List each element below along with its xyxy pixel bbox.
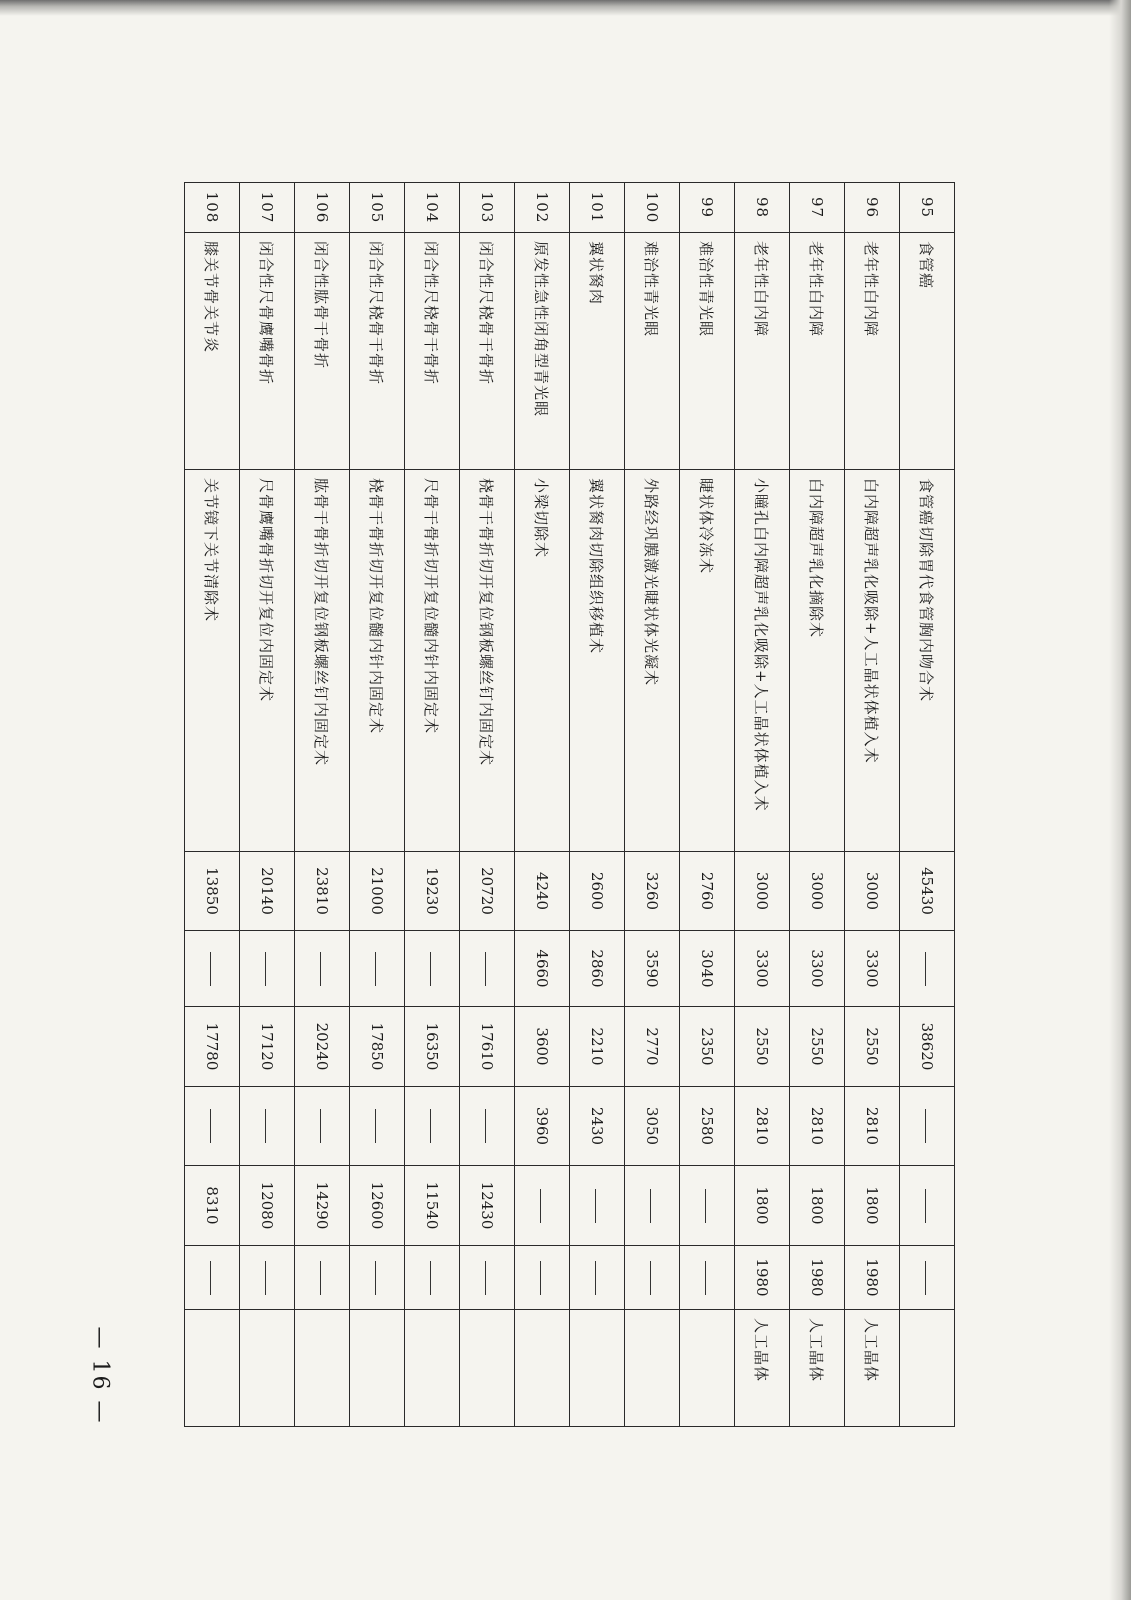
note-cell — [515, 1310, 570, 1427]
dash-mark — [486, 1109, 487, 1143]
note-cell — [900, 1310, 955, 1427]
fee-cell-2: 3300 — [790, 931, 845, 1007]
disease-cell: 闭合性尺桡骨干骨折 — [405, 233, 460, 470]
fee-cell-1: 20140 — [240, 852, 295, 931]
fee-table-body — [185, 183, 955, 1427]
procedure-cell: 桡骨干骨折切开复位钢板螺丝钉内固定术 — [460, 470, 515, 852]
fee-cell-2 — [405, 931, 460, 1007]
table-row — [735, 183, 790, 1427]
fee-table — [184, 182, 955, 1427]
note-cell: 人工晶体 — [790, 1310, 845, 1427]
disease-cell: 难治性青光眼 — [625, 233, 680, 470]
fee-cell-5 — [515, 1166, 570, 1246]
dash-mark — [541, 1189, 542, 1223]
fee-cell-5: 12430 — [460, 1166, 515, 1246]
fee-cell-1: 21000 — [350, 852, 405, 931]
fee-cell-6 — [460, 1246, 515, 1310]
fee-cell-4: 3960 — [515, 1087, 570, 1166]
fee-cell-5 — [625, 1166, 680, 1246]
dash-mark — [266, 1261, 267, 1295]
procedure-cell: 睫状体冷冻术 — [680, 470, 735, 852]
fee-cell-1: 3000 — [735, 852, 790, 931]
procedure-cell: 外路经巩膜激光睫状体光凝术 — [625, 470, 680, 852]
table-row — [460, 183, 515, 1427]
note-cell: 人工晶体 — [735, 1310, 790, 1427]
row-number-cell: 108 — [185, 183, 240, 233]
fee-cell-3: 17780 — [185, 1007, 240, 1087]
dash-mark — [706, 1189, 707, 1223]
fee-cell-2 — [295, 931, 350, 1007]
dash-mark — [651, 1261, 652, 1295]
table-row — [900, 183, 955, 1427]
fee-cell-2: 2860 — [570, 931, 625, 1007]
fee-cell-6 — [240, 1246, 295, 1310]
row-number-cell: 107 — [240, 183, 295, 233]
procedure-cell: 桡骨干骨折切开复位髓内针内固定术 — [350, 470, 405, 852]
row-number-cell: 96 — [845, 183, 900, 233]
fee-cell-5: 8310 — [185, 1166, 240, 1246]
fee-cell-6: 1980 — [735, 1246, 790, 1310]
dash-mark — [321, 952, 322, 986]
disease-cell: 翼状胬肉 — [570, 233, 625, 470]
fee-cell-4: 2430 — [570, 1087, 625, 1166]
fee-cell-3: 38620 — [900, 1007, 955, 1087]
fee-cell-3: 16350 — [405, 1007, 460, 1087]
page-number — [85, 1326, 115, 1424]
note-cell — [350, 1310, 405, 1427]
table-row — [240, 183, 295, 1427]
page-number-label: — 16 — — [87, 1326, 113, 1424]
fee-cell-6 — [900, 1246, 955, 1310]
table-row — [570, 183, 625, 1427]
fee-cell-1: 3260 — [625, 852, 680, 931]
fee-cell-4 — [185, 1087, 240, 1166]
fee-cell-5 — [680, 1166, 735, 1246]
fee-cell-4: 2810 — [735, 1087, 790, 1166]
fee-cell-2 — [900, 931, 955, 1007]
note-cell — [240, 1310, 295, 1427]
procedure-cell: 白内障超声乳化摘除术 — [790, 470, 845, 852]
fee-cell-2: 3590 — [625, 931, 680, 1007]
row-number-cell: 102 — [515, 183, 570, 233]
fee-cell-4 — [350, 1087, 405, 1166]
dash-mark — [926, 1109, 927, 1143]
fee-cell-4: 2810 — [790, 1087, 845, 1166]
fee-cell-1: 13850 — [185, 852, 240, 931]
fee-cell-2: 3300 — [845, 931, 900, 1007]
disease-cell: 膝关节骨关节炎 — [185, 233, 240, 470]
disease-cell: 老年性白内障 — [735, 233, 790, 470]
fee-cell-4: 2810 — [845, 1087, 900, 1166]
fee-cell-6 — [570, 1246, 625, 1310]
fee-cell-6 — [185, 1246, 240, 1310]
fee-cell-1: 2760 — [680, 852, 735, 931]
row-number-cell: 98 — [735, 183, 790, 233]
dash-mark — [651, 1189, 652, 1223]
fee-cell-3: 17850 — [350, 1007, 405, 1087]
fee-cell-5 — [570, 1166, 625, 1246]
fee-table-container — [197, 182, 955, 1426]
fee-cell-2 — [460, 931, 515, 1007]
fee-cell-5: 14290 — [295, 1166, 350, 1246]
row-number-cell: 99 — [680, 183, 735, 233]
table-row — [790, 183, 845, 1427]
disease-cell: 食管癌 — [900, 233, 955, 470]
dash-mark — [321, 1261, 322, 1295]
fee-cell-2 — [350, 931, 405, 1007]
disease-cell: 闭合性尺桡骨干骨折 — [350, 233, 405, 470]
dash-mark — [376, 1261, 377, 1295]
fee-cell-6 — [625, 1246, 680, 1310]
dash-mark — [486, 952, 487, 986]
fee-cell-1: 3000 — [845, 852, 900, 931]
procedure-cell: 尺骨鹰嘴骨折切开复位内固定术 — [240, 470, 295, 852]
note-cell — [405, 1310, 460, 1427]
dash-mark — [706, 1261, 707, 1295]
disease-cell: 闭合性尺桡骨干骨折 — [460, 233, 515, 470]
fee-cell-3: 17120 — [240, 1007, 295, 1087]
dash-mark — [211, 1261, 212, 1295]
fee-cell-3: 2350 — [680, 1007, 735, 1087]
disease-cell: 闭合性尺骨鹰嘴骨折 — [240, 233, 295, 470]
table-row — [405, 183, 460, 1427]
dash-mark — [926, 1261, 927, 1295]
dash-mark — [431, 952, 432, 986]
note-cell: 人工晶体 — [845, 1310, 900, 1427]
procedure-cell: 肱骨干骨折切开复位钢板螺丝钉内固定术 — [295, 470, 350, 852]
fee-cell-2 — [240, 931, 295, 1007]
row-number-cell: 104 — [405, 183, 460, 233]
fee-cell-3: 20240 — [295, 1007, 350, 1087]
fee-cell-6: 1980 — [790, 1246, 845, 1310]
fee-cell-1: 19230 — [405, 852, 460, 931]
dash-mark — [376, 952, 377, 986]
scan-shadow-right — [1109, 0, 1131, 1600]
procedure-cell: 食管癌切除胃代食管胸内吻合术 — [900, 470, 955, 852]
disease-cell: 难治性青光眼 — [680, 233, 735, 470]
note-cell — [625, 1310, 680, 1427]
note-cell — [680, 1310, 735, 1427]
fee-cell-1: 45430 — [900, 852, 955, 931]
fee-cell-6 — [405, 1246, 460, 1310]
fee-cell-4 — [460, 1087, 515, 1166]
fee-cell-1: 4240 — [515, 852, 570, 931]
dash-mark — [266, 1109, 267, 1143]
fee-cell-6: 1980 — [845, 1246, 900, 1310]
procedure-cell: 小瞳孔白内障超声乳化吸除+人工晶状体植入术 — [735, 470, 790, 852]
fee-cell-6 — [515, 1246, 570, 1310]
procedure-cell: 尺骨干骨折切开复位髓内针内固定术 — [405, 470, 460, 852]
fee-cell-3: 2210 — [570, 1007, 625, 1087]
fee-cell-4: 3050 — [625, 1087, 680, 1166]
dash-mark — [926, 1189, 927, 1223]
row-number-cell: 106 — [295, 183, 350, 233]
fee-cell-5: 1800 — [735, 1166, 790, 1246]
note-cell — [460, 1310, 515, 1427]
dash-mark — [211, 1109, 212, 1143]
fee-cell-3: 2550 — [735, 1007, 790, 1087]
row-number-cell: 97 — [790, 183, 845, 233]
procedure-cell: 白内障超声乳化吸除+人工晶状体植入术 — [845, 470, 900, 852]
table-row — [350, 183, 405, 1427]
table-row — [515, 183, 570, 1427]
note-cell — [185, 1310, 240, 1427]
dash-mark — [431, 1109, 432, 1143]
fee-cell-3: 2770 — [625, 1007, 680, 1087]
dash-mark — [376, 1109, 377, 1143]
row-number-cell: 100 — [625, 183, 680, 233]
fee-cell-6 — [680, 1246, 735, 1310]
fee-cell-5: 12600 — [350, 1166, 405, 1246]
fee-cell-1: 2600 — [570, 852, 625, 931]
fee-cell-5: 1800 — [845, 1166, 900, 1246]
fee-cell-5: 11540 — [405, 1166, 460, 1246]
dash-mark — [211, 952, 212, 986]
fee-cell-3: 2550 — [790, 1007, 845, 1087]
row-number-cell: 105 — [350, 183, 405, 233]
row-number-cell: 95 — [900, 183, 955, 233]
fee-cell-3: 3600 — [515, 1007, 570, 1087]
fee-cell-2: 4660 — [515, 931, 570, 1007]
dash-mark — [926, 952, 927, 986]
row-number-cell: 101 — [570, 183, 625, 233]
fee-cell-4 — [295, 1087, 350, 1166]
fee-cell-4 — [900, 1087, 955, 1166]
fee-cell-5: 1800 — [790, 1166, 845, 1246]
dash-mark — [596, 1189, 597, 1223]
dash-mark — [541, 1261, 542, 1295]
scan-shadow-top — [0, 0, 1131, 16]
fee-cell-6 — [295, 1246, 350, 1310]
procedure-cell: 翼状胬肉切除组织移植术 — [570, 470, 625, 852]
fee-cell-1: 23810 — [295, 852, 350, 931]
note-cell — [295, 1310, 350, 1427]
fee-cell-1: 20720 — [460, 852, 515, 931]
fee-cell-5 — [900, 1166, 955, 1246]
fee-cell-2 — [185, 931, 240, 1007]
table-row — [680, 183, 735, 1427]
fee-cell-3: 17610 — [460, 1007, 515, 1087]
disease-cell: 原发性急性闭角型青光眼 — [515, 233, 570, 470]
fee-cell-2: 3040 — [680, 931, 735, 1007]
fee-cell-2: 3300 — [735, 931, 790, 1007]
disease-cell: 老年性白内障 — [790, 233, 845, 470]
fee-cell-6 — [350, 1246, 405, 1310]
disease-cell: 老年性白内障 — [845, 233, 900, 470]
dash-mark — [596, 1261, 597, 1295]
dash-mark — [321, 1109, 322, 1143]
dash-mark — [431, 1261, 432, 1295]
row-number-cell: 103 — [460, 183, 515, 233]
disease-cell: 闭合性肱骨干骨折 — [295, 233, 350, 470]
table-row — [625, 183, 680, 1427]
table-row — [845, 183, 900, 1427]
fee-cell-3: 2550 — [845, 1007, 900, 1087]
procedure-cell: 小梁切除术 — [515, 470, 570, 852]
procedure-cell: 关节镜下关节清除术 — [185, 470, 240, 852]
fee-cell-4 — [240, 1087, 295, 1166]
fee-cell-4 — [405, 1087, 460, 1166]
table-row — [295, 183, 350, 1427]
note-cell — [570, 1310, 625, 1427]
fee-cell-4: 2580 — [680, 1087, 735, 1166]
dash-mark — [486, 1261, 487, 1295]
fee-cell-1: 3000 — [790, 852, 845, 931]
dash-mark — [266, 952, 267, 986]
fee-cell-5: 12080 — [240, 1166, 295, 1246]
table-row — [185, 183, 240, 1427]
